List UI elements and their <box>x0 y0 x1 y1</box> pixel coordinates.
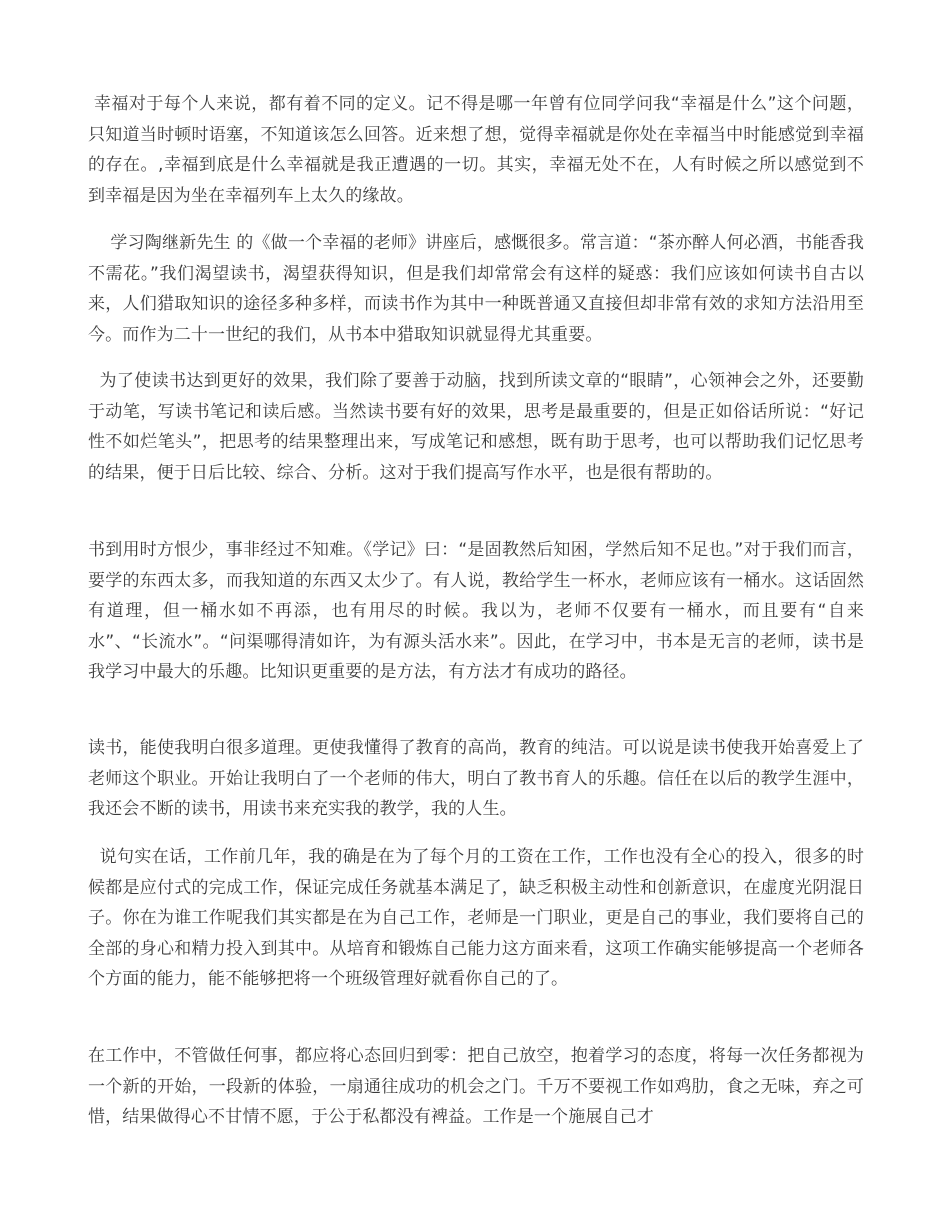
paragraph-happiness: 幸福对于每个人来说，都有着不同的定义。记不得是哪一年曾有位同学问我“幸福是什么”这个问题，只知道当时顿时语塞，不知道该怎么回答。近来想了想，觉得幸福就是你处在幸福当中时能感觉到幸福的存在。,幸福到底是什么幸福就是我正遭遇的一切。其实，幸福无处不在，人有时候之所以感觉到不到幸福是因为坐在幸福列车上太久的缘故。 <box>88 94 864 206</box>
paragraph-reading-benefits: 读书，能使我明白很多道理。更使我懂得了教育的高尚，教育的纯洁。可以说是读书使我开始喜爱上了老师这个职业。开始让我明白了一个老师的伟大，明白了教书育人的乐趣。信任在以后的教学生涯中，我还会不断的读书，用读书来充实我的教学，我的人生。 <box>88 738 864 819</box>
paragraph-zero-mindset: 在工作中，不管做任何事，都应将心态回归到零：把自己放空，抱着学习的态度，将每一次任务都视为一个新的开始，一段新的体验，一扇通往成功的机会之门。千万不要视工作如鸡肋，食之无味，弃之可惜，结果做得心不甘情不愿，于公于私都没有裨益。工作是一个施展自己才 <box>88 1046 864 1127</box>
paragraph-reading-notes: 为了使读书达到更好的效果，我们除了要善于动脑，找到所读文章的“眼睛”，心领神会之外，还要勤于动笔，写读书笔记和读后感。当然读书要有好的效果，思考是最重要的，但是正如俗话所说：“好记性不如烂笔头”，把思考的结果整理出来，写成笔记和感想，既有助于思考，也可以帮助我们记忆思考的结果，便于日后比较、综合、分析。这对于我们提高写作水平，也是很有帮助的。 <box>88 371 864 483</box>
paragraph-lecture: 学习陶继新先生 的《做一个幸福的老师》讲座后，感慨很多。常言道：“茶亦醉人何必酒，书能香我不需花。”我们渴望读书，渴望获得知识，但是我们却常常会有这样的疑惑：我们应该如何读书自古以来，人们猎取知识的途径多种多样，而读书作为其中一种既普通又直接但却非常有效的求知方法沿用至今。而作为二十一世纪的我们，从书本中猎取知识就显得尤其重要。 <box>88 233 864 345</box>
paragraph-work-attitude: 说句实在话，工作前几年，我的确是在为了每个月的工资在工作，工作也没有全心的投入，很多的时候都是应付式的完成工作，保证完成任务就基本满足了，缺乏积极主动性和创新意识，在虚度光阴混日子。你在为谁工作呢我们其实都是在为自己工作，老师是一门职业，更是自己的事业，我们要将自己的全部的身心和精力投入到其中。从培育和锻炼自己能力这方面来看，这项工作确实能够提高一个老师各个方面的能力，能不能够把将一个班级管理好就看你自己的了。 <box>88 847 865 989</box>
paragraph-learning: 书到用时方恨少，事非经过不知难。《学记》曰：“是固教然后知困，学然后知不足也。”对于我们而言，要学的东西太多，而我知道的东西又太少了。有人说，教给学生一杯水，老师应该有一桶水。这话固然有道理，但一桶水如不再添，也有用尽的时候。我以为，老师不仅要有一桶水，而且要有“自来水”、“长流水”。“问渠哪得清如许，为有源头活水来”。因此，在学习中，书本是无言的老师，读书是我学习中最大的乐趣。比知识更重要的是方法，有方法才有成功的路径。 <box>88 540 864 682</box>
